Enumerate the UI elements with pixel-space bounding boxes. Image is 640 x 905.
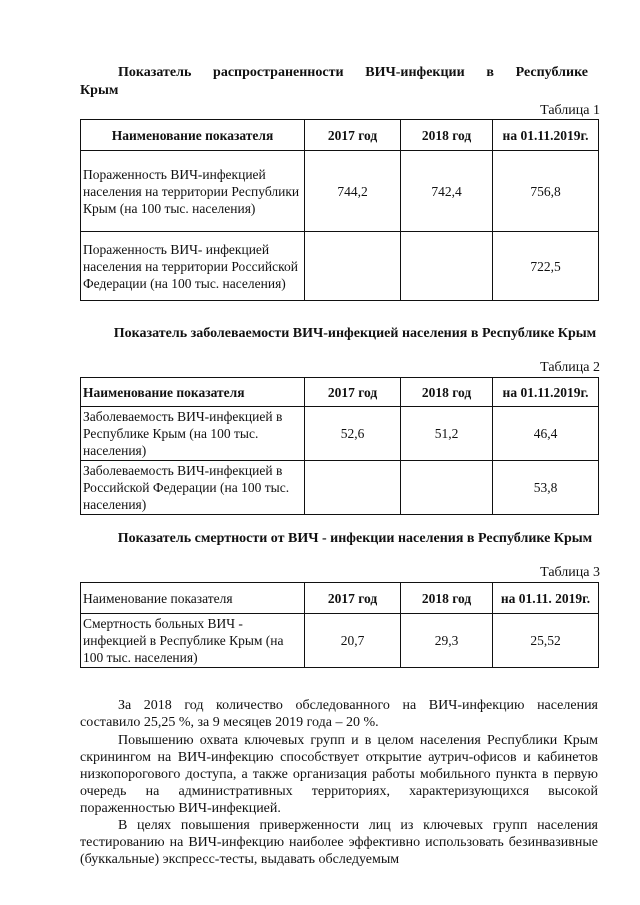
value-2018 <box>401 461 493 515</box>
value-2019: 53,8 <box>493 461 599 515</box>
paragraph-express-tests: В целях повышения приверженности лиц из ключевых групп населения тестированию на ВИЧ-инфекцию наиболее эффективно использовать безинвазивные (буккальные) экспресс-тесты, выдавать обследуемым <box>80 818 598 867</box>
table1-header-2019: на 01.11.2019г. <box>493 120 599 151</box>
value-2017: 744,2 <box>305 151 401 232</box>
paragraph-screening-rate: За 2018 год количество обследованного на ВИЧ-инфекцию населения составило 25,25 %, за 9 месяцев 2019 года – 20 %. <box>80 698 598 730</box>
row-label: Смертность больных ВИЧ - инфекцией в Республике Крым (на 100 тыс. населения) <box>81 614 305 668</box>
table2 <box>80 377 599 515</box>
table-row <box>81 151 599 232</box>
table2-heading: Показатель заболеваемости ВИЧ-инфекцией населения в Республике Крым <box>113 326 597 341</box>
table1-heading <box>80 64 588 100</box>
table1-label: Таблица 1 <box>540 103 600 118</box>
table-row <box>81 232 599 301</box>
row-label: Заболеваемость ВИЧ-инфекцией в Российской Федерации (на 100 тыс. населения) <box>81 461 305 515</box>
value-2019: 756,8 <box>493 151 599 232</box>
table3-heading: Показатель смертности от ВИЧ - инфекции населения в Республике Крым <box>117 531 593 546</box>
row-label: Заболеваемость ВИЧ-инфекцией в Республике Крым (на 100 тыс. населения) <box>81 407 305 461</box>
table-row <box>81 614 599 668</box>
value-2019: 46,4 <box>493 407 599 461</box>
table-row <box>81 407 599 461</box>
value-2019: 722,5 <box>493 232 599 301</box>
table2-header-2019: на 01.11.2019г. <box>493 378 599 407</box>
table3-header-2019: на 01.11. 2019г. <box>493 583 599 614</box>
value-2017: 52,6 <box>305 407 401 461</box>
table1-heading-line1: Показатель распространенности ВИЧ-инфекции в Республике <box>118 65 588 80</box>
table3 <box>80 582 599 668</box>
table3-label: Таблица 3 <box>540 565 600 580</box>
table3-header-name: Наименование показателя <box>81 583 305 614</box>
table1-header-name: Наименование показателя <box>81 120 305 151</box>
table1-header-2017: 2017 год <box>305 120 401 151</box>
table3-header-2018: 2018 год <box>401 583 493 614</box>
table2-header-name: Наименование показателя <box>81 378 305 407</box>
table2-header-row <box>81 378 599 407</box>
table1-heading-line2: Крым <box>80 83 119 98</box>
value-2018: 29,3 <box>401 614 493 668</box>
row-label: Пораженность ВИЧ-инфекцией населения на территории Республики Крым (на 100 тыс. населения) <box>81 151 305 232</box>
value-2017: 20,7 <box>305 614 401 668</box>
row-label: Пораженность ВИЧ- инфекцией населения на территории Российской Федерации (на 100 тыс. населения) <box>81 232 305 301</box>
table1-header-row <box>81 120 599 151</box>
paragraph-screening-coverage: Повышению охвата ключевых групп и в целом населения Республики Крым скринингом на ВИЧ-инфекцию способствует открытие аутрич-офисов и кабинетов низкопорогового доступа, а также организация работы мобильного пункта в первую очередь на административных территориях, характеризующихся высокой пораженностью ВИЧ-инфекцией. <box>80 733 598 816</box>
table-row <box>81 461 599 515</box>
table2-header-2018: 2018 год <box>401 378 493 407</box>
table2-header-2017: 2017 год <box>305 378 401 407</box>
value-2017 <box>305 461 401 515</box>
value-2018 <box>401 232 493 301</box>
value-2018: 742,4 <box>401 151 493 232</box>
value-2018: 51,2 <box>401 407 493 461</box>
table1-header-2018: 2018 год <box>401 120 493 151</box>
table3-header-row <box>81 583 599 614</box>
table3-header-2017: 2017 год <box>305 583 401 614</box>
value-2017 <box>305 232 401 301</box>
value-2019: 25,52 <box>493 614 599 668</box>
table2-label: Таблица 2 <box>540 360 600 375</box>
table1 <box>80 119 599 301</box>
